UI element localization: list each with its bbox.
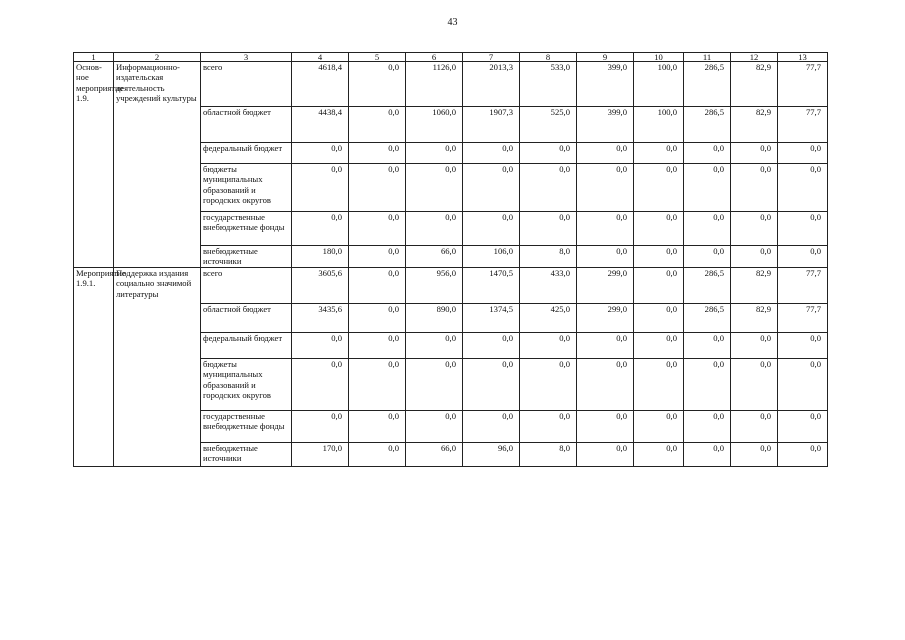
value-cell: 66,0: [406, 246, 463, 268]
value-cell: 82,9: [731, 304, 778, 333]
value-cell: 0,0: [463, 411, 520, 443]
column-number-cell: 4: [292, 53, 349, 62]
value-cell: 0,0: [684, 212, 731, 246]
value-cell: 1374,5: [463, 304, 520, 333]
value-cell: 0,0: [684, 164, 731, 212]
funding-source-cell: внебюджетные источники: [201, 443, 292, 467]
value-cell: 0,0: [349, 443, 406, 467]
funding-source-cell: всего: [201, 62, 292, 107]
value-cell: 1907,3: [463, 107, 520, 143]
value-cell: 0,0: [634, 443, 684, 467]
column-number-cell: 12: [731, 53, 778, 62]
funding-source-cell: областной бюджет: [201, 107, 292, 143]
value-cell: 0,0: [684, 143, 731, 164]
value-cell: 8,0: [520, 246, 577, 268]
value-cell: 0,0: [684, 246, 731, 268]
value-cell: 0,0: [520, 212, 577, 246]
funding-source-cell: областной бюджет: [201, 304, 292, 333]
value-cell: 399,0: [577, 62, 634, 107]
value-cell: 0,0: [778, 359, 828, 411]
value-cell: 82,9: [731, 62, 778, 107]
value-cell: 286,5: [684, 304, 731, 333]
value-cell: 0,0: [577, 411, 634, 443]
value-cell: 433,0: [520, 268, 577, 304]
column-number-cell: 6: [406, 53, 463, 62]
value-cell: 0,0: [292, 333, 349, 359]
value-cell: 0,0: [406, 212, 463, 246]
value-cell: 0,0: [349, 333, 406, 359]
value-cell: 0,0: [778, 143, 828, 164]
value-cell: 77,7: [778, 62, 828, 107]
value-cell: 0,0: [406, 411, 463, 443]
activity-code-cell: Основ-ное мероприятие 1.9.: [74, 62, 114, 268]
value-cell: 0,0: [731, 164, 778, 212]
value-cell: 425,0: [520, 304, 577, 333]
value-cell: 180,0: [292, 246, 349, 268]
value-cell: 0,0: [292, 143, 349, 164]
value-cell: 0,0: [520, 359, 577, 411]
value-cell: 8,0: [520, 443, 577, 467]
column-number-cell: 1: [74, 53, 114, 62]
value-cell: 96,0: [463, 443, 520, 467]
value-cell: 286,5: [684, 107, 731, 143]
value-cell: 0,0: [349, 304, 406, 333]
activity-name-cell: Информационно-издательская деятельность учреждений культуры: [114, 62, 201, 268]
table-row: [74, 268, 828, 304]
value-cell: 0,0: [292, 411, 349, 443]
value-cell: 0,0: [463, 333, 520, 359]
value-cell: 1060,0: [406, 107, 463, 143]
value-cell: 0,0: [292, 359, 349, 411]
value-cell: 0,0: [406, 164, 463, 212]
value-cell: 77,7: [778, 268, 828, 304]
value-cell: 525,0: [520, 107, 577, 143]
funding-source-cell: бюджеты муниципальных образований и городских округов: [201, 359, 292, 411]
value-cell: 0,0: [349, 212, 406, 246]
column-number-cell: 2: [114, 53, 201, 62]
value-cell: 0,0: [634, 246, 684, 268]
value-cell: 82,9: [731, 107, 778, 143]
value-cell: 1470,5: [463, 268, 520, 304]
column-number-cell: 5: [349, 53, 406, 62]
value-cell: 399,0: [577, 107, 634, 143]
value-cell: 299,0: [577, 304, 634, 333]
value-cell: 0,0: [778, 212, 828, 246]
value-cell: 0,0: [577, 164, 634, 212]
value-cell: 77,7: [778, 107, 828, 143]
value-cell: 0,0: [778, 443, 828, 467]
column-number-cell: 8: [520, 53, 577, 62]
value-cell: 4438,4: [292, 107, 349, 143]
value-cell: 0,0: [684, 359, 731, 411]
value-cell: 0,0: [463, 143, 520, 164]
value-cell: 0,0: [634, 143, 684, 164]
value-cell: 82,9: [731, 268, 778, 304]
funding-source-cell: бюджеты муниципальных образований и городских округов: [201, 164, 292, 212]
value-cell: 0,0: [577, 359, 634, 411]
funding-source-cell: внебюджетные источники: [201, 246, 292, 268]
column-number-cell: 13: [778, 53, 828, 62]
value-cell: 0,0: [778, 246, 828, 268]
funding-source-cell: федеральный бюджет: [201, 143, 292, 164]
activity-name-cell: Поддержка издания социально значимой литературы: [114, 268, 201, 467]
value-cell: 0,0: [406, 143, 463, 164]
value-cell: 3435,6: [292, 304, 349, 333]
value-cell: 299,0: [577, 268, 634, 304]
value-cell: 0,0: [731, 246, 778, 268]
column-number-cell: 10: [634, 53, 684, 62]
value-cell: 0,0: [292, 212, 349, 246]
value-cell: 0,0: [463, 164, 520, 212]
funding-source-cell: федеральный бюджет: [201, 333, 292, 359]
value-cell: 0,0: [520, 143, 577, 164]
value-cell: 0,0: [684, 333, 731, 359]
value-cell: 3605,6: [292, 268, 349, 304]
value-cell: 0,0: [349, 411, 406, 443]
value-cell: 0,0: [349, 143, 406, 164]
value-cell: 0,0: [731, 443, 778, 467]
value-cell: 170,0: [292, 443, 349, 467]
value-cell: 0,0: [406, 359, 463, 411]
activity-code-cell: Мероприятие 1.9.1.: [74, 268, 114, 467]
value-cell: 0,0: [349, 359, 406, 411]
table-body: [74, 53, 828, 467]
value-cell: 0,0: [634, 164, 684, 212]
value-cell: 4618,4: [292, 62, 349, 107]
value-cell: 0,0: [349, 246, 406, 268]
funding-source-cell: всего: [201, 268, 292, 304]
value-cell: 0,0: [292, 164, 349, 212]
value-cell: 0,0: [520, 164, 577, 212]
value-cell: 890,0: [406, 304, 463, 333]
value-cell: 0,0: [577, 333, 634, 359]
value-cell: 0,0: [577, 246, 634, 268]
value-cell: 0,0: [349, 107, 406, 143]
budget-table: [73, 52, 828, 467]
value-cell: 0,0: [731, 333, 778, 359]
value-cell: 0,0: [778, 411, 828, 443]
value-cell: 0,0: [731, 212, 778, 246]
value-cell: 0,0: [406, 333, 463, 359]
page-number: 43: [447, 17, 458, 28]
value-cell: 106,0: [463, 246, 520, 268]
table-row: [74, 62, 828, 107]
value-cell: 100,0: [634, 107, 684, 143]
value-cell: 0,0: [577, 143, 634, 164]
value-cell: 0,0: [577, 212, 634, 246]
value-cell: 0,0: [778, 333, 828, 359]
value-cell: 0,0: [634, 359, 684, 411]
value-cell: 0,0: [731, 359, 778, 411]
value-cell: 0,0: [349, 164, 406, 212]
column-number-cell: 9: [577, 53, 634, 62]
funding-source-cell: государственные внебюджетные фонды: [201, 411, 292, 443]
value-cell: 77,7: [778, 304, 828, 333]
value-cell: 0,0: [731, 143, 778, 164]
funding-source-cell: государственные внебюджетные фонды: [201, 212, 292, 246]
value-cell: 0,0: [731, 411, 778, 443]
column-number-cell: 3: [201, 53, 292, 62]
value-cell: 286,5: [684, 268, 731, 304]
value-cell: 0,0: [520, 411, 577, 443]
value-cell: 0,0: [684, 411, 731, 443]
value-cell: 956,0: [406, 268, 463, 304]
value-cell: 533,0: [520, 62, 577, 107]
value-cell: 66,0: [406, 443, 463, 467]
value-cell: 0,0: [634, 212, 684, 246]
column-number-cell: 11: [684, 53, 731, 62]
value-cell: 0,0: [349, 62, 406, 107]
value-cell: 0,0: [349, 268, 406, 304]
column-number-row: [74, 53, 828, 62]
value-cell: 0,0: [463, 212, 520, 246]
column-number-cell: 7: [463, 53, 520, 62]
value-cell: 2013,3: [463, 62, 520, 107]
value-cell: 0,0: [634, 304, 684, 333]
value-cell: 286,5: [684, 62, 731, 107]
value-cell: 0,0: [520, 333, 577, 359]
value-cell: 0,0: [684, 443, 731, 467]
value-cell: 0,0: [577, 443, 634, 467]
value-cell: 0,0: [634, 411, 684, 443]
value-cell: 0,0: [634, 268, 684, 304]
value-cell: 1126,0: [406, 62, 463, 107]
value-cell: 0,0: [634, 333, 684, 359]
value-cell: 0,0: [778, 164, 828, 212]
value-cell: 100,0: [634, 62, 684, 107]
value-cell: 0,0: [463, 359, 520, 411]
